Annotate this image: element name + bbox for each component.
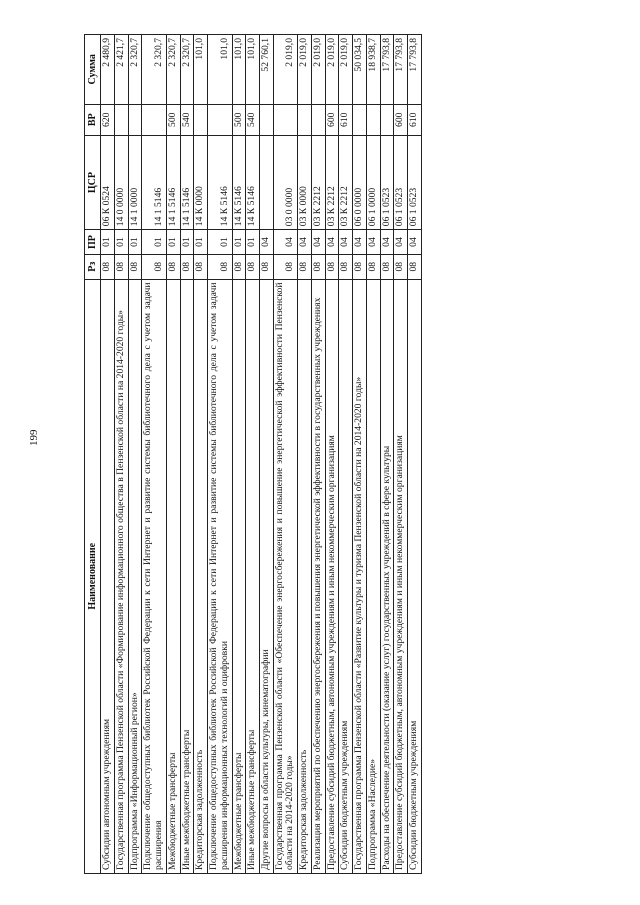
cell-rz: 08 [246, 254, 260, 279]
cell-rz: 08 [101, 254, 115, 279]
cell-name: Расходы на обеспечение деятельности (оказание услуг) государственных учреждений в сфере культуры [380, 279, 394, 873]
budget-table-container [84, 34, 622, 874]
cell-rz: 08 [180, 254, 194, 279]
cell-name: Субсидии бюджетным учреждениям [339, 279, 353, 873]
cell-rz: 08 [260, 254, 274, 279]
table-row [232, 35, 246, 874]
table-row [246, 35, 260, 874]
cell-csr: 03 К 0000 [298, 135, 312, 229]
header-rz: Рз [85, 254, 101, 279]
cell-name: Предоставление субсидий бюджетным, автономным учреждениям и иным некоммерческим организациям [394, 279, 408, 873]
table-row [273, 35, 297, 874]
cell-vr: 500 [232, 104, 246, 135]
cell-sum: 2 480,9 [101, 35, 115, 105]
cell-sum: 2 320,7 [128, 35, 142, 105]
cell-name: Подключение общедоступных библиотек Российской Федерации к сети Интернет и развитие системы библиотечного дела с учетом задачи расширения информационных технологий и оцифровки [208, 279, 232, 873]
cell-vr: 540 [180, 104, 194, 135]
cell-sum: 2 019,0 [273, 35, 297, 105]
cell-pr: 04 [339, 230, 353, 255]
table-row [366, 35, 380, 874]
cell-csr: 06 1 0000 [366, 135, 380, 229]
cell-rz: 08 [114, 254, 128, 279]
cell-sum: 17 793,8 [394, 35, 408, 105]
cell-csr: 14 1 5146 [180, 135, 194, 229]
cell-pr: 04 [394, 230, 408, 255]
cell-rz: 08 [142, 254, 166, 279]
cell-rz: 08 [394, 254, 408, 279]
cell-vr: 600 [394, 104, 408, 135]
cell-vr [142, 104, 166, 135]
cell-vr [128, 104, 142, 135]
cell-vr: 500 [166, 104, 180, 135]
cell-pr: 01 [246, 230, 260, 255]
cell-name: Кредиторская задолженность [194, 279, 208, 873]
cell-rz: 08 [353, 254, 367, 279]
cell-name: Государственная программа Пензенской области «Формирование информационного общества в Пензенской области на 2014-2020 годы» [114, 279, 128, 873]
table-body [101, 35, 422, 874]
cell-sum: 2 320,7 [142, 35, 166, 105]
cell-vr: 600 [325, 104, 339, 135]
header-sum: Сумма [85, 35, 101, 105]
cell-sum: 2 019,0 [311, 35, 325, 105]
cell-vr [366, 104, 380, 135]
table-row [380, 35, 394, 874]
cell-pr: 01 [194, 230, 208, 255]
header-pr: ПР [85, 230, 101, 255]
cell-name: Предоставление субсидий бюджетным, автономным учреждениям и иным некоммерческим организациям [325, 279, 339, 873]
cell-csr: 03 0 0000 [273, 135, 297, 229]
cell-sum: 2 320,7 [180, 35, 194, 105]
cell-csr: 14 0 0000 [114, 135, 128, 229]
cell-rz: 08 [166, 254, 180, 279]
cell-vr [260, 104, 274, 135]
cell-name: Реализация мероприятий по обеспечению энергосбережения и повышения энергетической эффективности в государственных учреждениях [311, 279, 325, 873]
cell-pr: 04 [353, 230, 367, 255]
table-row [114, 35, 128, 874]
cell-rz: 08 [408, 254, 422, 279]
cell-vr [353, 104, 367, 135]
cell-name: Иные межбюджетные трансферты [180, 279, 194, 873]
table-row [298, 35, 312, 874]
cell-name: Государственная программа Пензенской области «Обеспечение энергосбережения и повышение энергетической эффективности Пензенской области на 2014-2020 годы» [273, 279, 297, 873]
table-row [142, 35, 166, 874]
table-row [339, 35, 353, 874]
cell-vr [298, 104, 312, 135]
table-row [101, 35, 115, 874]
cell-rz: 08 [208, 254, 232, 279]
cell-rz: 08 [325, 254, 339, 279]
table-row [180, 35, 194, 874]
cell-rz: 08 [298, 254, 312, 279]
cell-vr [114, 104, 128, 135]
cell-name: Субсидии автономным учреждениям [101, 279, 115, 873]
cell-csr: 14 К 0000 [194, 135, 208, 229]
cell-rz: 08 [232, 254, 246, 279]
table-row [394, 35, 408, 874]
cell-rz: 08 [311, 254, 325, 279]
cell-vr: 610 [408, 104, 422, 135]
table-row [311, 35, 325, 874]
cell-csr: 06 1 0523 [380, 135, 394, 229]
cell-csr: 14 1 5146 [142, 135, 166, 229]
table-row [353, 35, 367, 874]
cell-rz: 08 [273, 254, 297, 279]
table-row [325, 35, 339, 874]
cell-csr: 14 1 5146 [166, 135, 180, 229]
cell-vr: 620 [101, 104, 115, 135]
cell-sum: 17 793,8 [380, 35, 394, 105]
cell-csr: 06 1 0523 [394, 135, 408, 229]
cell-vr [311, 104, 325, 135]
page-number: 199 [28, 429, 40, 446]
cell-name: Другие вопросы в области культуры, кинематографии [260, 279, 274, 873]
cell-csr: 03 К 2212 [311, 135, 325, 229]
table-row [408, 35, 422, 874]
cell-sum: 52 760,1 [260, 35, 274, 105]
table-header-row [85, 35, 101, 874]
cell-csr: 03 К 2212 [325, 135, 339, 229]
cell-rz: 08 [128, 254, 142, 279]
cell-sum: 18 938,7 [366, 35, 380, 105]
cell-vr [208, 104, 232, 135]
cell-name: Государственная программа Пензенской области «Развитие культуры и туризма Пензенской области на 2014-2020 годы» [353, 279, 367, 873]
cell-csr: 14 1 0000 [128, 135, 142, 229]
cell-name: Иные межбюджетные трансферты [246, 279, 260, 873]
cell-csr [260, 135, 274, 229]
cell-pr: 04 [298, 230, 312, 255]
cell-sum: 101,0 [232, 35, 246, 105]
budget-table [84, 34, 422, 874]
cell-csr: 14 К 5146 [232, 135, 246, 229]
cell-pr: 01 [114, 230, 128, 255]
cell-vr: 540 [246, 104, 260, 135]
cell-sum: 2 421,7 [114, 35, 128, 105]
cell-sum: 2 019,0 [325, 35, 339, 105]
table-row [208, 35, 232, 874]
cell-pr: 01 [208, 230, 232, 255]
cell-sum: 101,0 [246, 35, 260, 105]
cell-sum: 50 034,5 [353, 35, 367, 105]
cell-name: Подключение общедоступных библиотек Российской Федерации к сети Интернет и развитие системы библиотечного дела с учетом задачи расширения [142, 279, 166, 873]
cell-name: Кредиторская задолженность [298, 279, 312, 873]
header-csr: ЦСР [85, 135, 101, 229]
cell-sum: 2 019,0 [339, 35, 353, 105]
cell-name: Подпрограмма «Информационный регион» [128, 279, 142, 873]
cell-pr: 01 [142, 230, 166, 255]
cell-pr: 04 [260, 230, 274, 255]
cell-sum: 101,0 [208, 35, 232, 105]
cell-sum: 17 793,8 [408, 35, 422, 105]
cell-pr: 04 [380, 230, 394, 255]
cell-csr: 14 К 5146 [208, 135, 232, 229]
cell-rz: 08 [366, 254, 380, 279]
cell-csr: 06 1 0523 [408, 135, 422, 229]
cell-vr [380, 104, 394, 135]
cell-csr: 06 0 0000 [353, 135, 367, 229]
cell-pr: 04 [311, 230, 325, 255]
cell-pr: 04 [273, 230, 297, 255]
cell-rz: 08 [380, 254, 394, 279]
table-row [194, 35, 208, 874]
cell-rz: 08 [194, 254, 208, 279]
cell-name: Межбюджетные трансферты [166, 279, 180, 873]
cell-sum: 2 320,7 [166, 35, 180, 105]
table-row [260, 35, 274, 874]
cell-sum: 2 019,0 [298, 35, 312, 105]
cell-csr: 03 К 2212 [339, 135, 353, 229]
cell-rz: 08 [339, 254, 353, 279]
cell-name: Межбюджетные трансферты [232, 279, 246, 873]
cell-sum: 101,0 [194, 35, 208, 105]
cell-pr: 04 [325, 230, 339, 255]
cell-name: Подпрограмма «Наследие» [366, 279, 380, 873]
cell-pr: 01 [232, 230, 246, 255]
cell-pr: 04 [366, 230, 380, 255]
cell-vr [273, 104, 297, 135]
cell-pr: 01 [180, 230, 194, 255]
cell-vr: 610 [339, 104, 353, 135]
header-name: Наименование [85, 279, 101, 873]
cell-name: Субсидии бюджетным учреждениям [408, 279, 422, 873]
table-row [166, 35, 180, 874]
cell-csr: 14 К 5146 [246, 135, 260, 229]
cell-pr: 01 [101, 230, 115, 255]
table-row [128, 35, 142, 874]
cell-vr [194, 104, 208, 135]
cell-csr: 06 К 0524 [101, 135, 115, 229]
cell-pr: 01 [128, 230, 142, 255]
cell-pr: 01 [166, 230, 180, 255]
cell-pr: 04 [408, 230, 422, 255]
header-vr: ВР [85, 104, 101, 135]
